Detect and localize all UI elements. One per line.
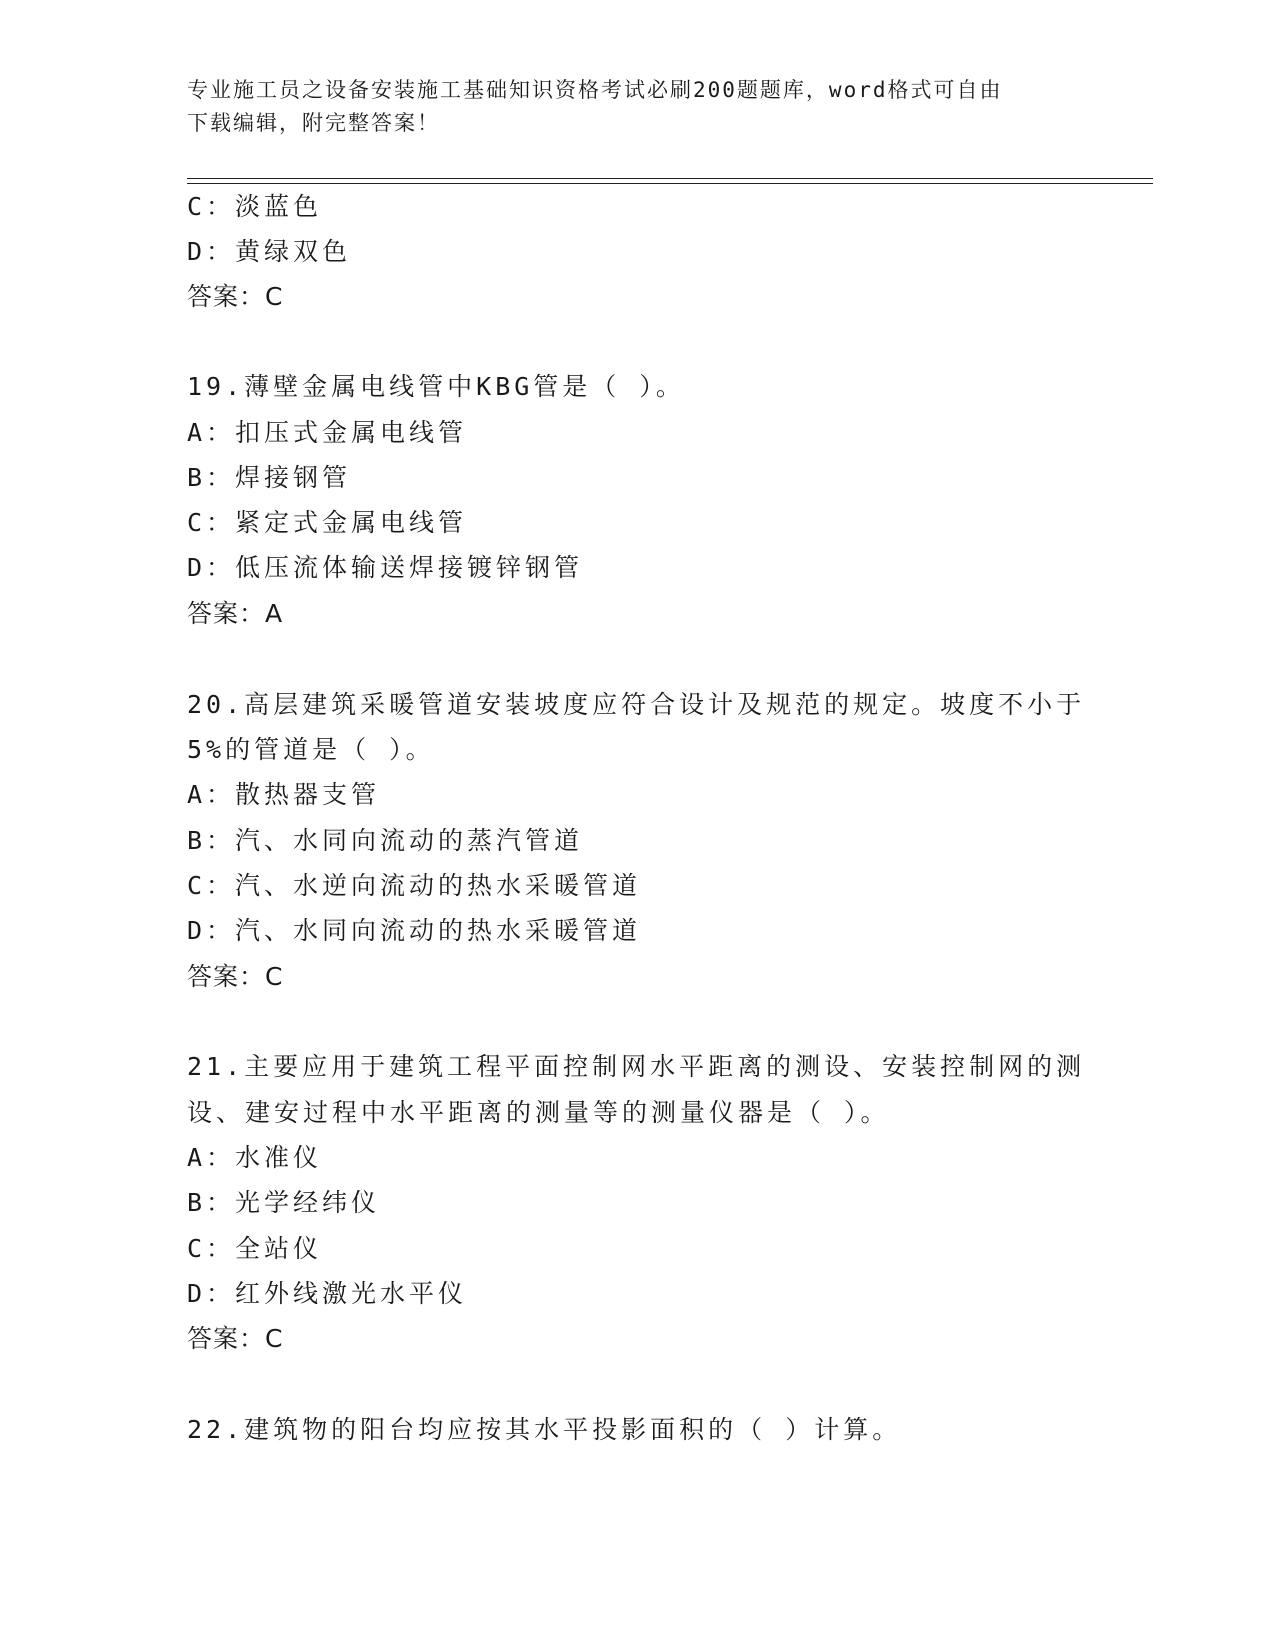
q19-option-c: C：紧定式金属电线管 <box>187 508 468 537</box>
q21-option-c: C：全站仪 <box>187 1234 323 1263</box>
q20-option-b: B：汽、水同向流动的蒸汽管道 <box>187 826 584 855</box>
q20-option-a: A：散热器支管 <box>187 780 381 809</box>
q21-option-b: B：光学经纬仪 <box>187 1188 381 1217</box>
q21-stem-line-1: 21.主要应用于建筑工程平面控制网水平距离的测设、安装控制网的测 <box>187 1052 1086 1081</box>
q19-answer: 答案：A <box>187 599 284 628</box>
q19-option-a: A：扣压式金属电线管 <box>187 418 468 447</box>
q19-stem: 19.薄壁金属电线管中KBG管是（ ）。 <box>187 372 685 401</box>
q21-stem-line-2: 设、建安过程中水平距离的测量等的测量仪器是（ ）。 <box>187 1098 890 1127</box>
q21-option-a: A：水准仪 <box>187 1143 323 1172</box>
q20-option-d: D：汽、水同向流动的热水采暖管道 <box>187 916 642 945</box>
q19-option-d: D：低压流体输送焊接镀锌钢管 <box>187 553 584 582</box>
q19-option-b: B：焊接钢管 <box>187 463 352 492</box>
q22-stem: 22.建筑物的阳台均应按其水平投影面积的（ ）计算。 <box>187 1415 902 1444</box>
q18-option-c: C：淡蓝色 <box>187 192 323 221</box>
header-line-2: 下载编辑，附完整答案！ <box>187 111 440 135</box>
q21-answer: 答案：C <box>187 1324 284 1353</box>
document-header <box>187 74 1087 140</box>
header-divider-top <box>187 178 1153 179</box>
q18-option-d: D：黄绿双色 <box>187 237 352 266</box>
header-line-1: 专业施工员之设备安装施工基础知识资格考试必刷200题题库，word格式可自由 <box>187 78 1003 102</box>
q18-answer: 答案：C <box>187 282 284 311</box>
header-divider-bottom <box>187 183 1153 184</box>
q20-option-c: C：汽、水逆向流动的热水采暖管道 <box>187 871 642 900</box>
q20-answer: 答案：C <box>187 962 284 991</box>
q20-stem-line-1: 20.高层建筑采暖管道安装坡度应符合设计及规范的规定。坡度不小于 <box>187 690 1086 719</box>
q20-stem-line-2: 5%的管道是（ ）。 <box>187 735 435 764</box>
q21-option-d: D：红外线激光水平仪 <box>187 1279 468 1308</box>
